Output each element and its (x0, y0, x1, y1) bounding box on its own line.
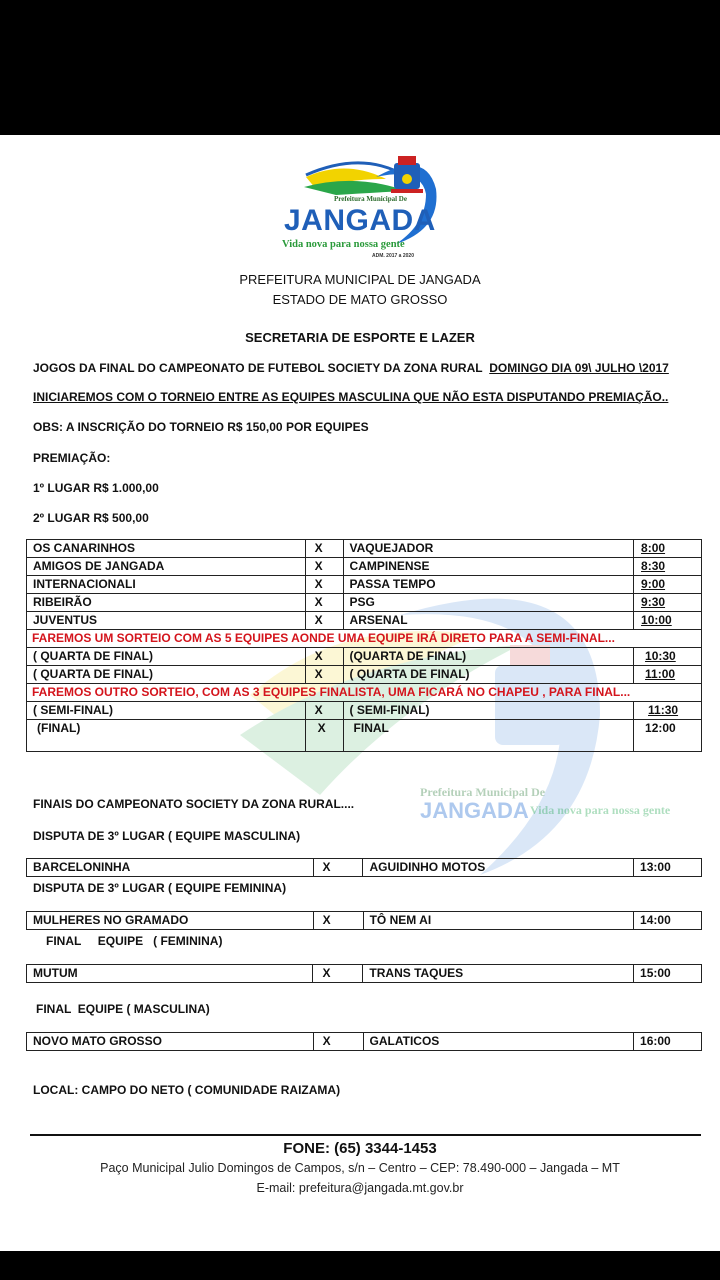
game-time: 14:00 (634, 912, 702, 930)
home-team: ( SEMI-FINAL) (27, 702, 306, 720)
versus: X (305, 576, 343, 594)
home-team: INTERNACIONALI (27, 576, 306, 594)
jangada-logo (276, 149, 444, 267)
intro-jogos-text: JOGOS DA FINAL DO CAMPEONATO DE FUTEBOL SOCIETY DA ZONA RURAL (33, 361, 483, 375)
game-time: 10:30 (634, 648, 702, 666)
away-team: AGUIDINHO MOTOS (363, 859, 634, 877)
header-estado: ESTADO DE MATO GROSSO (272, 292, 448, 307)
finais-section-label: DISPUTA DE 3º LUGAR ( EQUIPE MASCULINA) (33, 829, 301, 843)
game-time: 12:00 (634, 720, 702, 752)
intro-iniciaremos: INICIAREMOS COM O TORNEIO ENTRE AS EQUIPES MASCULINA QUE NÃO ESTA DISPUTANDO PREMIAÇÃO.. (33, 390, 669, 404)
footer-divider (30, 1134, 701, 1136)
game-time: 10:00 (634, 612, 702, 630)
finais-table-3rd-masc (26, 858, 702, 877)
footer-email: E-mail: prefeitura@jangada.mt.gov.br (256, 1181, 464, 1195)
home-team: RIBEIRÃO (27, 594, 306, 612)
home-team: ( QUARTA DE FINAL) (27, 648, 306, 666)
home-team: OS CANARINHOS (27, 540, 306, 558)
table-row (27, 612, 702, 630)
logo-prefix: Prefeitura Municipal De (334, 195, 407, 203)
table-row (27, 859, 702, 877)
finais-table-final-masc (26, 1032, 702, 1051)
finais-table-final-fem (26, 964, 702, 983)
finais-title: FINAIS DO CAMPEONATO SOCIETY DA ZONA RURAL.... (33, 797, 355, 811)
home-team: MUTUM (27, 965, 313, 983)
away-team: TRANS TAQUES (363, 965, 634, 983)
away-team: ARSENAL (343, 612, 634, 630)
versus: X (313, 859, 363, 877)
away-team: TÔ NEM AI (363, 912, 633, 930)
logo-name: JANGADA (284, 204, 436, 237)
logo-tagline: Vida nova para nossa gente (282, 239, 405, 250)
finais-section-label: FINAL EQUIPE ( MASCULINA) (36, 1002, 210, 1016)
away-team: FINAL (343, 720, 634, 752)
intro-prize-2: 2º LUGAR R$ 500,00 (33, 511, 149, 525)
table-row (27, 720, 702, 752)
away-team: ( QUARTA DE FINAL) (343, 666, 634, 684)
away-team: GALATICOS (363, 1033, 634, 1051)
footer-phone: FONE: (65) 3344-1453 (283, 1140, 437, 1157)
versus: X (305, 666, 343, 684)
game-time: 9:30 (634, 594, 702, 612)
finais-table-3rd-fem (26, 911, 702, 930)
versus: X (313, 912, 363, 930)
game-time: 8:30 (634, 558, 702, 576)
away-team: ( SEMI-FINAL) (343, 702, 634, 720)
table-row (27, 648, 702, 666)
draw-note-1: FAREMOS UM SORTEIO COM AS 5 EQUIPES AONDE UMA EQUIPE IRÁ DIRETO PARA A SEMI-FINAL... (27, 630, 702, 648)
watermark-text (420, 785, 700, 845)
away-team: PSG (343, 594, 634, 612)
header-secretaria: SECRETARIA DE ESPORTE E LAZER (245, 330, 475, 345)
logo-admin: ADM. 2017 a 2020 (372, 253, 414, 259)
header-prefeitura: PREFEITURA MUNICIPAL DE JANGADA (239, 272, 481, 287)
versus: X (305, 648, 343, 666)
home-team: NOVO MATO GROSSO (27, 1033, 314, 1051)
draw-note-2: FAREMOS OUTRO SORTEIO, COM AS 3 EQUIPES FINALISTA, UMA FICARÁ NO CHAPEU , PARA FINAL... (27, 684, 702, 702)
away-team: VAQUEJADOR (343, 540, 634, 558)
away-team: (QUARTA DE FINAL) (343, 648, 634, 666)
footer-address: Paço Municipal Julio Domingos de Campos, s/n – Centro – CEP: 78.490-000 – Jangada – MT (100, 1161, 620, 1175)
game-time: 11:30 (634, 702, 702, 720)
watermark-prefix: Prefeitura Municipal De (420, 785, 546, 799)
table-row (27, 576, 702, 594)
finais-section-label: FINAL EQUIPE ( FEMININA) (46, 934, 223, 948)
table-row (27, 594, 702, 612)
game-time: 8:00 (634, 540, 702, 558)
away-team: CAMPINENSE (343, 558, 634, 576)
intro-premiacao: PREMIAÇÃO: (33, 451, 111, 465)
intro-date: DOMINGO DIA 09\ JULHO \2017 (489, 361, 669, 375)
home-team: BARCELONINHA (27, 859, 314, 877)
table-row-note (27, 684, 702, 702)
home-team: MULHERES NO GRAMADO (27, 912, 314, 930)
document-page (0, 135, 720, 1251)
away-team: PASSA TEMPO (343, 576, 634, 594)
versus: X (313, 1033, 363, 1051)
table-row (27, 912, 702, 930)
watermark-name: JANGADA (420, 798, 529, 823)
torneio-table (26, 539, 702, 752)
game-time: 11:00 (634, 666, 702, 684)
game-time: 15:00 (634, 965, 702, 983)
table-row (27, 965, 702, 983)
intro-jogos (33, 361, 669, 375)
game-time: 16:00 (634, 1033, 702, 1051)
watermark-tagline: Vida nova para nossa gente (530, 803, 671, 817)
table-row (27, 540, 702, 558)
table-row (27, 702, 702, 720)
home-team: AMIGOS DE JANGADA (27, 558, 306, 576)
game-time: 13:00 (634, 859, 702, 877)
table-row (27, 558, 702, 576)
home-team: ( QUARTA DE FINAL) (27, 666, 306, 684)
local-info: LOCAL: CAMPO DO NETO ( COMUNIDADE RAIZAMA) (33, 1083, 341, 1097)
intro-obs: OBS: A INSCRIÇÃO DO TORNEIO R$ 150,00 POR EQUIPES (33, 420, 369, 434)
versus: X (305, 594, 343, 612)
table-row-note (27, 630, 702, 648)
versus: X (305, 702, 343, 720)
table-row (27, 666, 702, 684)
game-time: 9:00 (634, 576, 702, 594)
versus: X (305, 612, 343, 630)
versus: X (305, 558, 343, 576)
versus: X (313, 965, 363, 983)
versus: X (305, 540, 343, 558)
finais-section-label: DISPUTA DE 3º LUGAR ( EQUIPE FEMININA) (33, 881, 287, 895)
versus: X (305, 720, 343, 752)
home-team: (FINAL) (27, 720, 306, 752)
table-row (27, 1033, 702, 1051)
intro-prize-1: 1º LUGAR R$ 1.000,00 (33, 481, 159, 495)
home-team: JUVENTUS (27, 612, 306, 630)
